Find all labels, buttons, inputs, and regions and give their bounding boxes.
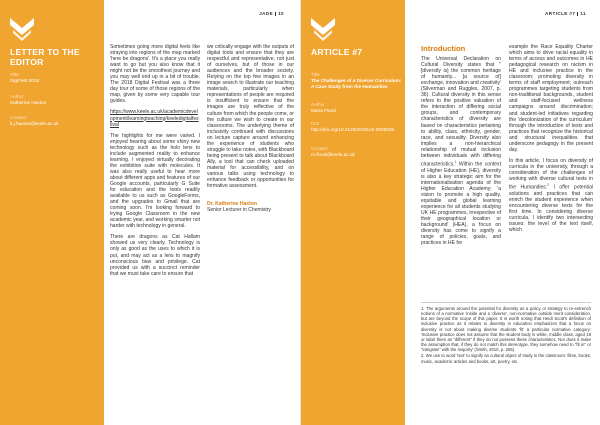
right-meta-doi <box>311 121 403 133</box>
left-column-1 <box>110 44 200 282</box>
left-header-page: 10 <box>278 11 284 16</box>
right-meta-contact <box>311 146 403 158</box>
left-meta-contact <box>10 115 102 127</box>
paragraph: example the Race Equality Charter which aims to drive racial equality in terms of access and outcomes in HE pedagogical research on racism in HE and inclusive practice in the classroom; promoting diversity in terms of staff employment; outreach programmes targeting students from non-traditional backgrounds, student and staff-focused wellness campaigns around discrimination; and student-led initiatives regarding the 'decolonization of the curriculum' through the introduction of texts and practices that recognize the historical and structural inequalities that underscore pedagogy in the present day. <box>509 44 593 153</box>
paragraph: The Universal Declaration on Cultural Diversity states that "[diversity is] the common heritage of humanity... [a source of] exchange, innovation and creativity' (Silverman and Ruggles, 2007, p. 36). Cultural diversity in this sense refers to the positive valuation of the interaction of differing social groups, and contemporary characteristics of diversity are based on characteristics pertaining to ability, class, ethnicity, gender, race, and sexuality. Diversity also implies a non-hierarchical relationship of mutual inclusion between individuals with differing characteristics. <box>421 56 501 168</box>
right-meta-author-value: Maria Flood <box>311 107 336 113</box>
intro-heading: Introduction <box>421 44 466 53</box>
left-header-section: JADE <box>259 11 274 16</box>
paragraph: Sometimes going more digital feels like straying into regions of the map marked 'here be dragons'. It's a place you really want to go but you also know that it might not be the smoothest journey and you may well end up in a bit of trouble. The 2018 Digital Festival was a three day tour of some of those regions of the map, given by some very capable tour guides. <box>110 44 200 105</box>
left-meta-contact-value[interactable]: k.j.haxton@keele.ac.uk <box>10 120 59 126</box>
brand-chevron-icon <box>311 16 335 42</box>
right-meta-author-label: Author <box>311 102 325 107</box>
right-meta-doi-value[interactable]: http://doi.org/10.21252/KEELE-0000035 <box>311 126 395 132</box>
left-sidebar <box>0 0 104 425</box>
left-page-number <box>259 11 284 16</box>
right-meta-title-label: Title <box>311 72 320 77</box>
signature-name: Dr. Katherine Haxton <box>207 201 257 208</box>
paragraph: we critically engage with the outputs of digital tools and ensure that they are respectful and representative, not just of ourselves, but of those in our audiences and the broader society. Relying on the top few images in an image search to illustrate our teaching materials, particularly when representations of people are required is insufficient to ensure that the images are truly reflective of the culture from which the people come, or the culture we wish to create in our classrooms. The underlying theme of inclusivity continued with discussions on lecture capture around enhancing the experience of students who struggle to take notes, with Blackboard being present to talk about Blackboard Ally, a tool that can check uploaded material for accessibility, and on various talks using technology to enhance feedback or opportunities for formative assessment. <box>207 44 294 190</box>
left-sidebar-title: LETTER TO THE EDITOR <box>10 47 80 67</box>
right-meta-contact-value[interactable]: m.flood@keele.ac.uk <box>311 151 355 157</box>
left-meta-title-label: Title <box>10 72 19 77</box>
paragraph: There are dragons as Cat Hallam showed us very clearly. Technology is only as good as the uses to which it is put, and may act as a lens to magnify unconscious bias and privilege. Cat provided us with a succinct reminder that we must take care to ensure that <box>110 234 200 277</box>
left-column-2 <box>207 44 294 213</box>
left-meta-contact-label: Contact <box>10 115 27 120</box>
right-sidebar-title: ARTICLE #7 <box>311 47 363 57</box>
right-meta-author <box>311 102 403 114</box>
right-column-2 <box>509 44 593 238</box>
paragraph: Within the context of Higher Education (HE), diversity is also a key strategic aim for the internationalisation agenda of the Higher Education Academy; 'a vision to promote a high quality, equitable and global learning experience for all students studying UK HE programmes, irrespective of their geographical location or background' (HEA), a focus on diversity has come to signify a range of policies, goals, and practices in HE for <box>421 161 501 247</box>
signature-role: Senior Lecturer in Chemistry <box>207 207 271 214</box>
left-meta-author <box>10 94 102 106</box>
left-meta-author-label: Author <box>10 94 24 99</box>
right-page <box>300 0 600 425</box>
left-meta-title <box>10 72 102 84</box>
paragraph: I offer potential solutions and practices that can enrich the student experience when encountering diverse texts for the first time. In considering diverse curricula, I identify two intersecting issues: the level of the text itself, which <box>509 184 593 234</box>
footnote-2: 2. We use to word 'text' to signify an cultural object of study in the classroom: films, books, music, academic articles and books, art, poetry, etc. <box>421 353 591 364</box>
right-meta-doi-label: DOI <box>311 121 320 126</box>
festival-link[interactable]: https://www.keele.ac.uk/academicdevelopment/learningteaching/keeledigitalfestival <box>110 109 199 128</box>
right-header-section: ARTICLE #7 <box>545 11 576 16</box>
left-meta-title-value: DigiFest 2018 <box>10 77 39 83</box>
right-meta-title-value: The Challenges of a Diverse Curriculum: A Case Study from the Humanities <box>311 77 402 89</box>
footnote-1: 1. The arguments around the potential for diversity as a policy or strategy to re-entrench notions of a normative 'inside and a 'diverse', non-normative outside merit consideration, but are beyond the scope of this paper. It is worth noting that Heidi Scott's definition of inclusive practice as it relates to diversity in education emphasizes that a focus on diversity is not about making diverse students 'fit' a particular normative category: 'Inclusive practice does not assume that the student body is white, middle class, aged 18 or label them as "different" if they do not possess these characteristics. Nor does it make the assumption that, if they do not match this stereotype, they somehow need to "fit in" or "integrate" with the majority' (Smith, 2010, p. 255). <box>421 306 591 353</box>
paragraph: The highlights for me were varied. I enjoyed hearing about some shiny new technology such as the holo lens to include augmented reality to enhance learning. I enjoyed virtually decorating the exhibition suite with molecules. It was also really useful to hear more about different apps and features of our Google accounts, particularly G Suite for education and the tools readily available to us such as GoogleForms, and the upgrades to Gmail that are coming soon. I'm looking forward to trying Google Classroom in the new academic year, and working smarter not harder with technology in general. <box>110 132 200 230</box>
right-header-page: 11 <box>580 11 586 16</box>
right-meta-contact-label: Contact <box>311 146 328 151</box>
right-page-number <box>545 11 586 16</box>
footnote-ref-1[interactable]: 1 <box>454 159 457 164</box>
paragraph: In this article, I focus on diversity of curricula in the university, through a consideration of the challenges of working with diverse cultural texts in the Humanities. <box>509 157 593 191</box>
left-meta-author-value: Katherine Haxton <box>10 99 47 105</box>
right-column-1 <box>421 56 501 251</box>
footnotes <box>421 302 591 365</box>
brand-chevron-icon <box>10 16 34 42</box>
signature <box>207 201 294 213</box>
right-meta-title <box>311 72 403 89</box>
right-sidebar <box>301 0 405 425</box>
footnote-ref-2[interactable]: 2 <box>547 183 549 188</box>
